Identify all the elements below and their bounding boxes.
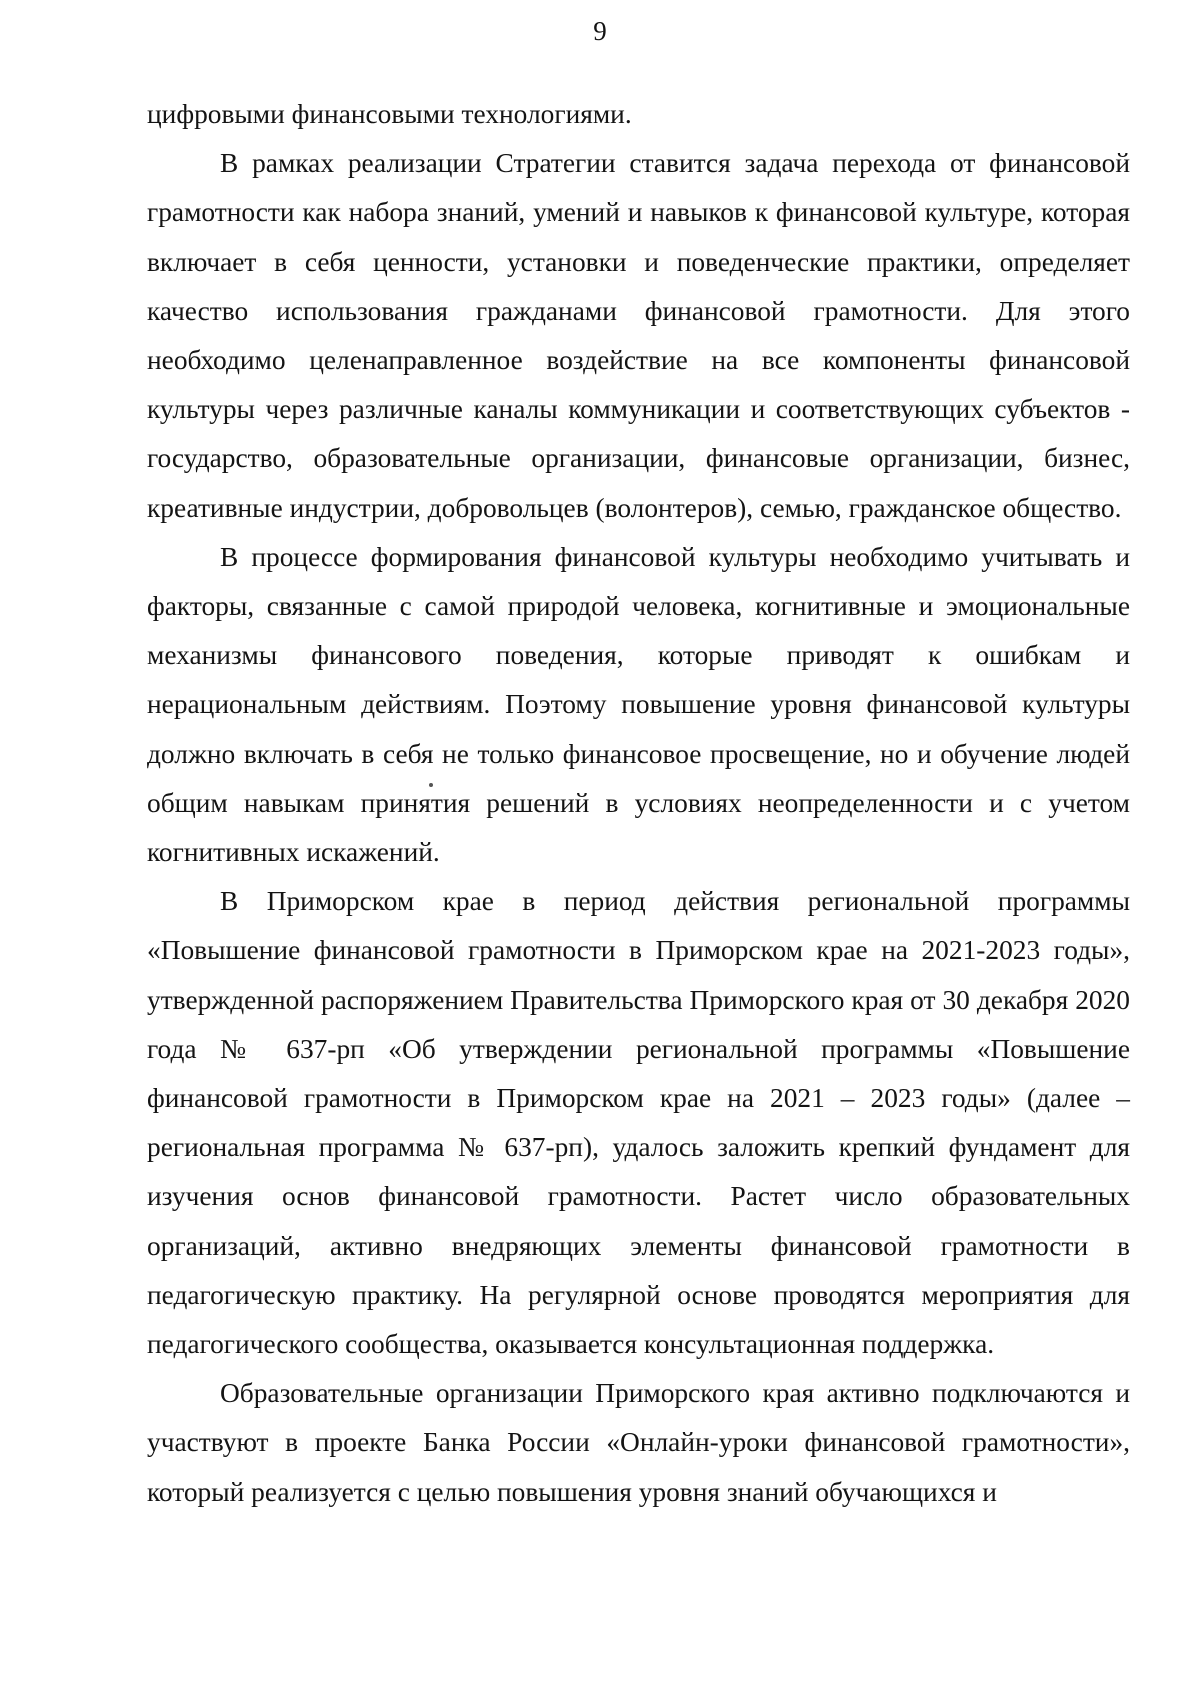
paragraph-primorsky-program: В Приморском крае в период действия региональной программы «Повышение финансовой грамотности в Приморском крае на 2021-2023 годы», утвержденной распоряжением Правительства Приморского края от 30 декабря 2020 года № 637-рп «Об утверждении региональной программы «Повышение финансовой грамотности в Приморском крае на 2021 – 2023 годы» (далее – региональная программа № 637-рп), удалось заложить крепкий фундамент для изучения основ финансовой грамотности. Растет число образовательных организаций, активно внедряющих элементы финансовой грамотности в педагогическую практику. На регулярной основе проводятся мероприятия для педагогического сообщества, оказывается консультационная поддержка. [147, 886, 1130, 1360]
document-body [147, 90, 1130, 1517]
paragraph-financial-culture: В процессе формирования финансовой культуры необходимо учитывать и факторы, связанные с самой природой человека, когнитивные и эмоциональные механизмы финансового поведения, которые приводят к ошибкам и нерациональным действиям. Поэтому повышение уровня финансовой культуры должно включать в себя не только финансовое просвещение, но и обучение людей общим навыкам принятия решений в условиях неопределенности и с учетом когнитивных искажений. [147, 541, 1130, 868]
paragraph-strategy: В рамках реализации Стратегии ставится задача перехода от финансовой грамотности как набора знаний, умений и навыков к финансовой культуре, которая включает в себя ценности, установки и поведенческие практики, определяет качество использования гражданами финансовой грамотности. Для этого необходимо целенаправленное воздействие на все компоненты финансовой культуры через различные каналы коммуникации и соответствующих субъектов - государство, образовательные организации, финансовые организации, бизнес, креативные индустрии, добровольцев (волонтеров), семью, гражданское общество. [147, 148, 1130, 523]
page-number: 9 [593, 16, 607, 46]
paragraph-online-lessons: Образовательные организации Приморского края активно подключаются и участвуют в проекте Банка России «Онлайн-уроки финансовой грамотности», который реализуется с целью повышения уровня знаний обучающихся и [147, 1378, 1130, 1507]
paragraph-continuation: цифровыми финансовыми технологиями. [147, 99, 632, 129]
scan-dot-mark [429, 783, 433, 787]
